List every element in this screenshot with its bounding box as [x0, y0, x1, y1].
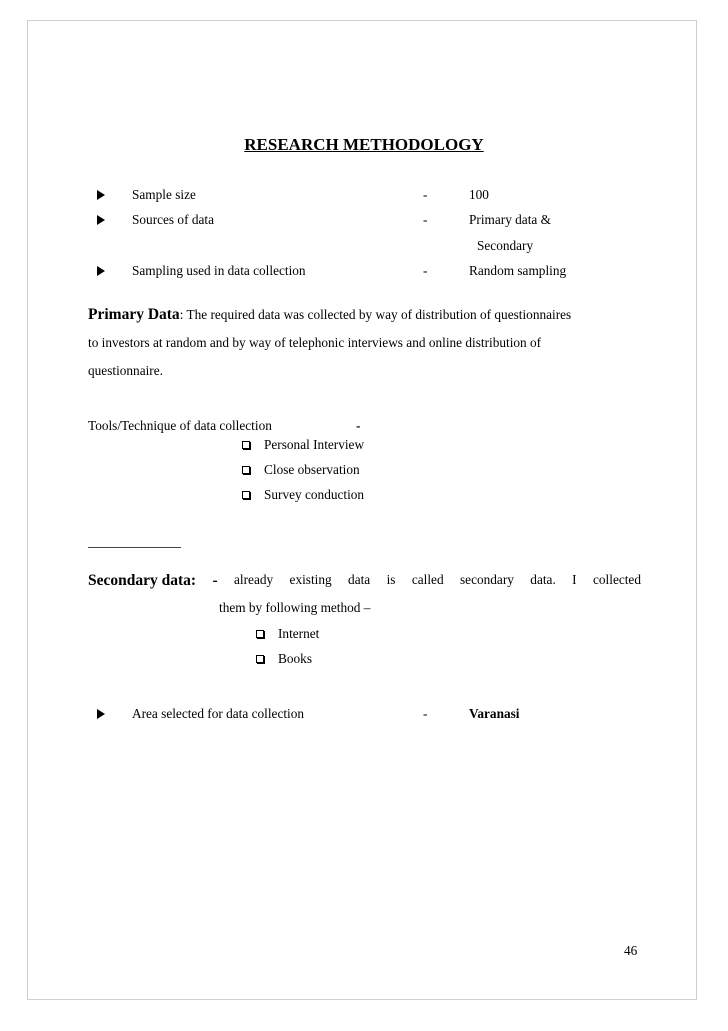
secondary-word: called — [411, 572, 444, 587]
tool-item-personal-interview: Personal Interview — [264, 437, 365, 452]
secondary-word: data. — [530, 572, 556, 587]
secondary-word: existing — [289, 572, 332, 587]
square-bullet-icon — [256, 651, 264, 666]
arrow-bullet-icon — [97, 706, 105, 721]
secondary-data-label: Secondary data: — [88, 572, 197, 589]
fact-value-sources-cont: Secondary — [477, 238, 534, 253]
square-bullet-icon — [242, 487, 250, 502]
secondary-word: collected — [593, 572, 641, 587]
fact-label-sources: Sources of data — [132, 212, 214, 227]
tool-item-close-observation: Close observation — [264, 462, 360, 477]
secondary-data-line1 — [88, 572, 641, 590]
primary-data-text: : The required data was collected by way of distribution of questionnaires — [179, 307, 572, 322]
tools-dash: - — [356, 418, 361, 433]
fact-dash: - — [423, 212, 428, 227]
secondary-data-line2: them by following method – — [219, 600, 371, 615]
page-number: 46 — [624, 943, 638, 958]
fact-value-sample-size: 100 — [469, 187, 489, 202]
tools-label: Tools/Technique of data collection — [88, 418, 272, 433]
fact-dash: - — [423, 187, 428, 202]
section-divider — [88, 547, 181, 548]
fact-value-sampling: Random sampling — [469, 263, 567, 278]
secondary-word: data — [348, 572, 371, 587]
area-value: Varanasi — [469, 706, 520, 721]
page-border — [27, 20, 697, 1000]
secondary-word: secondary — [460, 572, 514, 587]
primary-data-paragraph-line2: to investors at random and by way of telephonic interviews and online distribution of — [88, 335, 542, 350]
square-bullet-icon — [256, 626, 264, 641]
secondary-word: already — [234, 572, 274, 587]
fact-value-sources: Primary data & — [469, 212, 551, 227]
secondary-data-dash: - — [212, 572, 218, 589]
square-bullet-icon — [242, 437, 250, 452]
arrow-bullet-icon — [97, 212, 105, 227]
primary-data-paragraph-line3: questionnaire. — [88, 363, 163, 378]
area-label: Area selected for data collection — [132, 706, 305, 721]
secondary-word: I — [572, 572, 577, 587]
tool-item-survey-conduction: Survey conduction — [264, 487, 365, 502]
primary-data-label: Primary Data — [88, 306, 180, 323]
primary-data-paragraph-line1 — [88, 306, 648, 324]
page-title: RESEARCH METHODOLOGY — [244, 135, 484, 154]
method-item-internet: Internet — [278, 626, 320, 641]
arrow-bullet-icon — [97, 263, 105, 278]
area-dash: - — [423, 706, 428, 721]
square-bullet-icon — [242, 462, 250, 477]
fact-label-sampling: Sampling used in data collection — [132, 263, 306, 278]
method-item-books: Books — [278, 651, 312, 666]
secondary-word: is — [386, 572, 396, 587]
fact-label-sample-size: Sample size — [132, 187, 196, 202]
arrow-bullet-icon — [97, 187, 105, 202]
fact-dash: - — [423, 263, 428, 278]
